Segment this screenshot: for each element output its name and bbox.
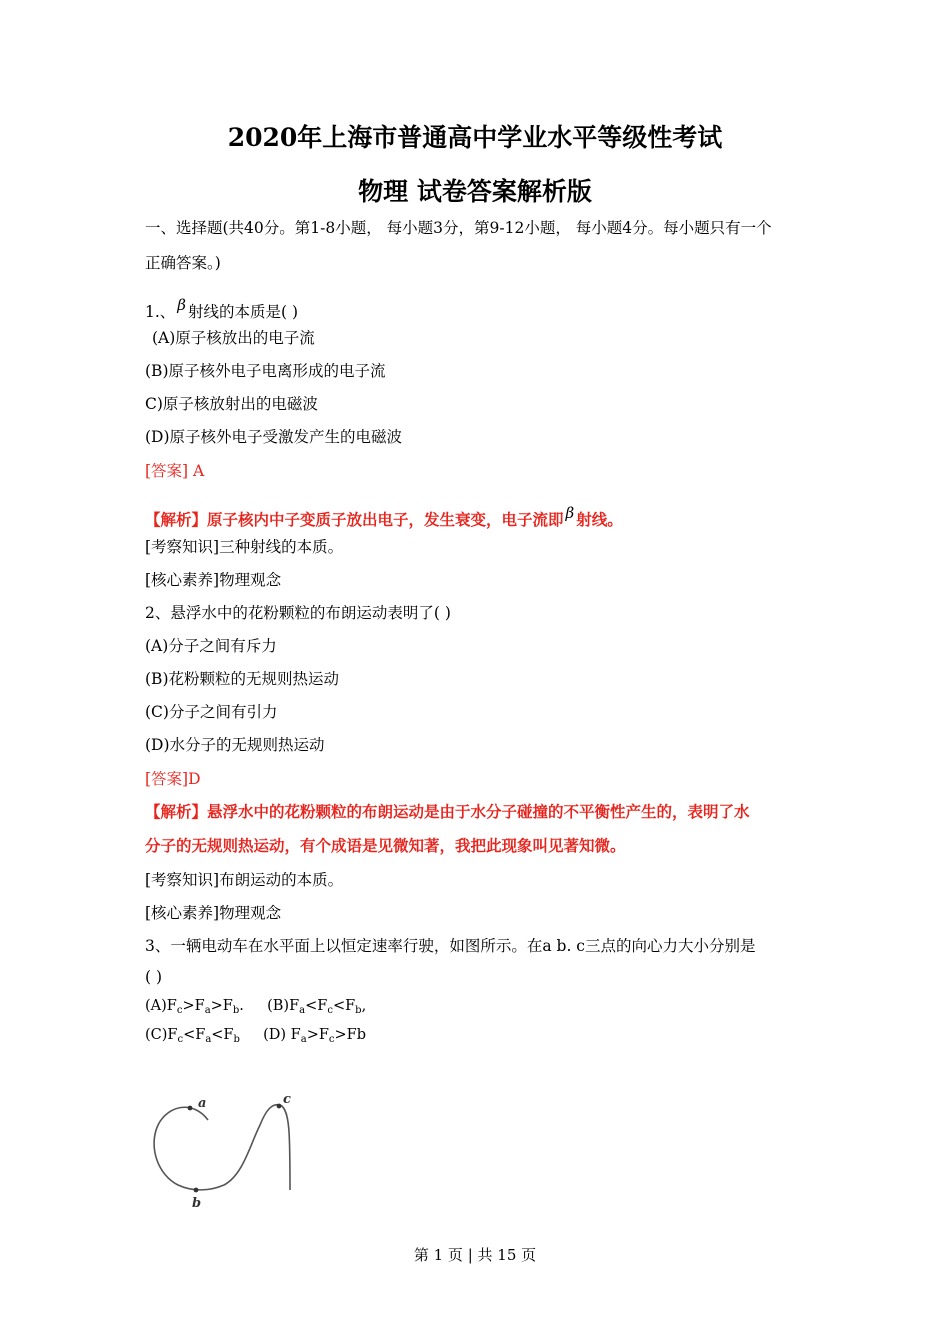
q3-options-cd (145, 1025, 366, 1045)
exam-title: 2020年上海市普通高中学业水平等级性考试 (227, 123, 723, 152)
point-b-marker (194, 1188, 199, 1193)
q2-answer: [答案]D (145, 770, 201, 788)
intro-line-2: 正确答案。) (145, 254, 221, 272)
q2-option-c: (C)分子之间有引力 (145, 703, 278, 721)
vehicle-path-curve (154, 1105, 290, 1190)
exam-subtitle: 物理 试卷答案解析版 (358, 177, 592, 206)
q1-analysis-tag: 【解析】 (145, 510, 208, 529)
q2-analysis-text: 悬浮水中的花粉颗粒的布朗运动是由于水分子碰撞的不平衡性产生的，表明了水 (207, 802, 750, 821)
q2-literacy: [核心素养]物理观念 (145, 904, 282, 922)
q1-analysis (145, 503, 623, 530)
q1-option-d: (D)原子核外电子受激发产生的电磁波 (145, 428, 403, 446)
point-c-marker (277, 1104, 282, 1109)
q1-prefix: 1.、 (145, 303, 176, 321)
q1-stem-text: 射线的本质是( ) (187, 303, 298, 321)
vehicle-path-figure (148, 1085, 308, 1210)
point-c-label: c (283, 1092, 291, 1107)
q1-answer: [答案] A (145, 462, 205, 480)
q2-analysis-tag: 【解析】 (145, 802, 208, 821)
q1-option-c: C)原子核放射出的电磁波 (145, 395, 318, 413)
q2-option-a: (A)分子之间有斥力 (145, 637, 277, 655)
q3-option-d: (D) $F_a>F_c>Fb$ (263, 1027, 367, 1045)
q1-knowledge: [考察知识]三种射线的本质。 (145, 538, 344, 556)
q3-option-b: $(B)F_a<F_c<F_b$, (267, 998, 367, 1016)
q1-analysis-end: 射线。 (576, 510, 623, 529)
q2-stem: 2、悬浮水中的花粉颗粒的布朗运动表明了( ) (145, 604, 451, 622)
q3-options-ab (145, 996, 366, 1016)
q1-analysis-text: 原子核内中子变质子放出电子，发生衰变，电子流即 (207, 510, 564, 529)
q2-option-b: (B)花粉颗粒的无规则热运动 (145, 670, 339, 688)
q1-option-b: (B)原子核外电子电离形成的电子流 (145, 362, 386, 380)
q1-stem (145, 295, 298, 322)
beta-symbol: β (177, 296, 186, 314)
page-footer: 第 1 页 | 共 15 页 (413, 1246, 537, 1264)
q1-literacy: [核心素养]物理观念 (145, 571, 282, 589)
q3-stem-line-2: ( ) (145, 968, 163, 986)
point-a-marker (188, 1106, 193, 1111)
point-a-label: a (198, 1096, 207, 1111)
q3-stem-line-1: 3、一辆电动车在水平面上以恒定速率行驶，如图所示。在a b. c三点的向心力大小分别是 (145, 937, 756, 955)
q2-analysis-line-2: 分子的无规则热运动，有个成语是见微知著，我把此现象叫见著知微。 (145, 836, 626, 855)
q3-option-a: $(A)F_c>F_a>F_b$. (145, 998, 244, 1016)
q2-option-d: (D)水分子的无规则热运动 (145, 736, 325, 754)
q1-option-a: (A)原子核放出的电子流 (152, 329, 315, 347)
q3-option-c: $(C)F_c<F_a<F_b$ (145, 1027, 240, 1045)
intro-line-1: 一、选择题(共40分。第1-8小题， 每小题3分，第9-12小题， 每小题4分。每小题只有一个 (145, 219, 772, 237)
point-b-label: b (192, 1196, 202, 1210)
q2-knowledge: [考察知识]布朗运动的本质。 (145, 871, 344, 889)
q2-analysis-line-1 (145, 802, 750, 822)
beta-symbol: β (565, 504, 575, 522)
